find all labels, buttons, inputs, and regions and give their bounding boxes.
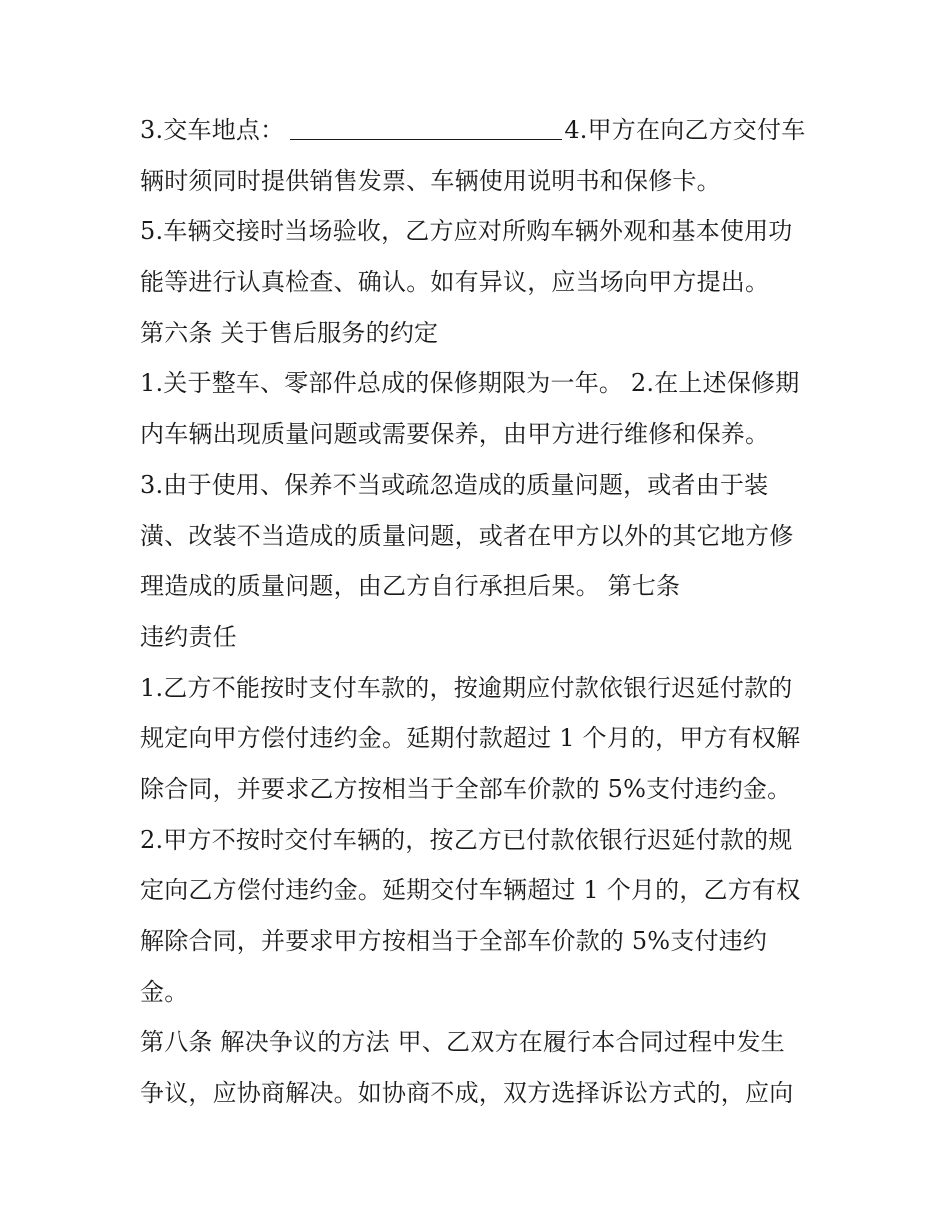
text-line: 除合同，并要求乙方按相当于全部车价款的 5%支付违约金。 (140, 774, 792, 803)
text-line: 1.关于整车、零部件总成的保修期限为一年。 2.在上述保修期 (140, 369, 800, 398)
contract-body (140, 105, 820, 1119)
text-line: 潢、改装不当造成的质量问题，或者在甲方以外的其它地方修 (140, 521, 794, 550)
delivery-location-label: 3.交车地点： (140, 116, 285, 144)
text-line: 辆时须同时提供销售发票、车辆使用说明书和保修卡。 (140, 166, 721, 195)
section-heading-article-7: 违约责任 (140, 622, 237, 651)
section-heading-article-6: 第六条 关于售后服务的约定 (140, 318, 439, 347)
text-line: 解除合同，并要求甲方按相当于全部车价款的 5%支付违约 (140, 927, 768, 955)
delivery-location-blank (290, 117, 562, 140)
text-segment: 4.甲方在向乙方交付车 (564, 116, 806, 144)
text-line: 1.乙方不能按时支付车款的，按逾期应付款依银行迟延付款的 (140, 673, 793, 702)
text-line: 定向乙方偿付违约金。延期交付车辆超过 1 个月的，乙方有权 (140, 876, 801, 905)
text-line: 3.由于使用、保养不当或疏忽造成的质量问题，或者由于装 (140, 470, 769, 499)
text-line: 金。 (140, 977, 189, 1006)
text-line: 内车辆出现质量问题或需要保养，由甲方进行维修和保养。 (140, 420, 770, 449)
section-heading-article-8: 第八条 解决争议的方法 甲、乙双方在履行本合同过程中发生 (140, 1028, 785, 1057)
text-line: 理造成的质量问题，由乙方自行承担后果。 第七条 (140, 572, 681, 601)
text-line: 5.车辆交接时当场验收，乙方应对所购车辆外观和基本使用功 (140, 217, 793, 246)
text-line: 争议，应协商解决。如协商不成，双方选择诉讼方式的，应向 (140, 1079, 794, 1108)
text-line: 2.甲方不按时交付车辆的，按乙方已付款依银行迟延付款的规 (140, 825, 793, 854)
text-line: 能等进行认真检查、确认。如有异议，应当场向甲方提出。 (140, 268, 770, 297)
text-line: 规定向甲方偿付违约金。延期付款超过 1 个月的，甲方有权解 (140, 724, 801, 753)
text-line-delivery-location (140, 105, 820, 156)
